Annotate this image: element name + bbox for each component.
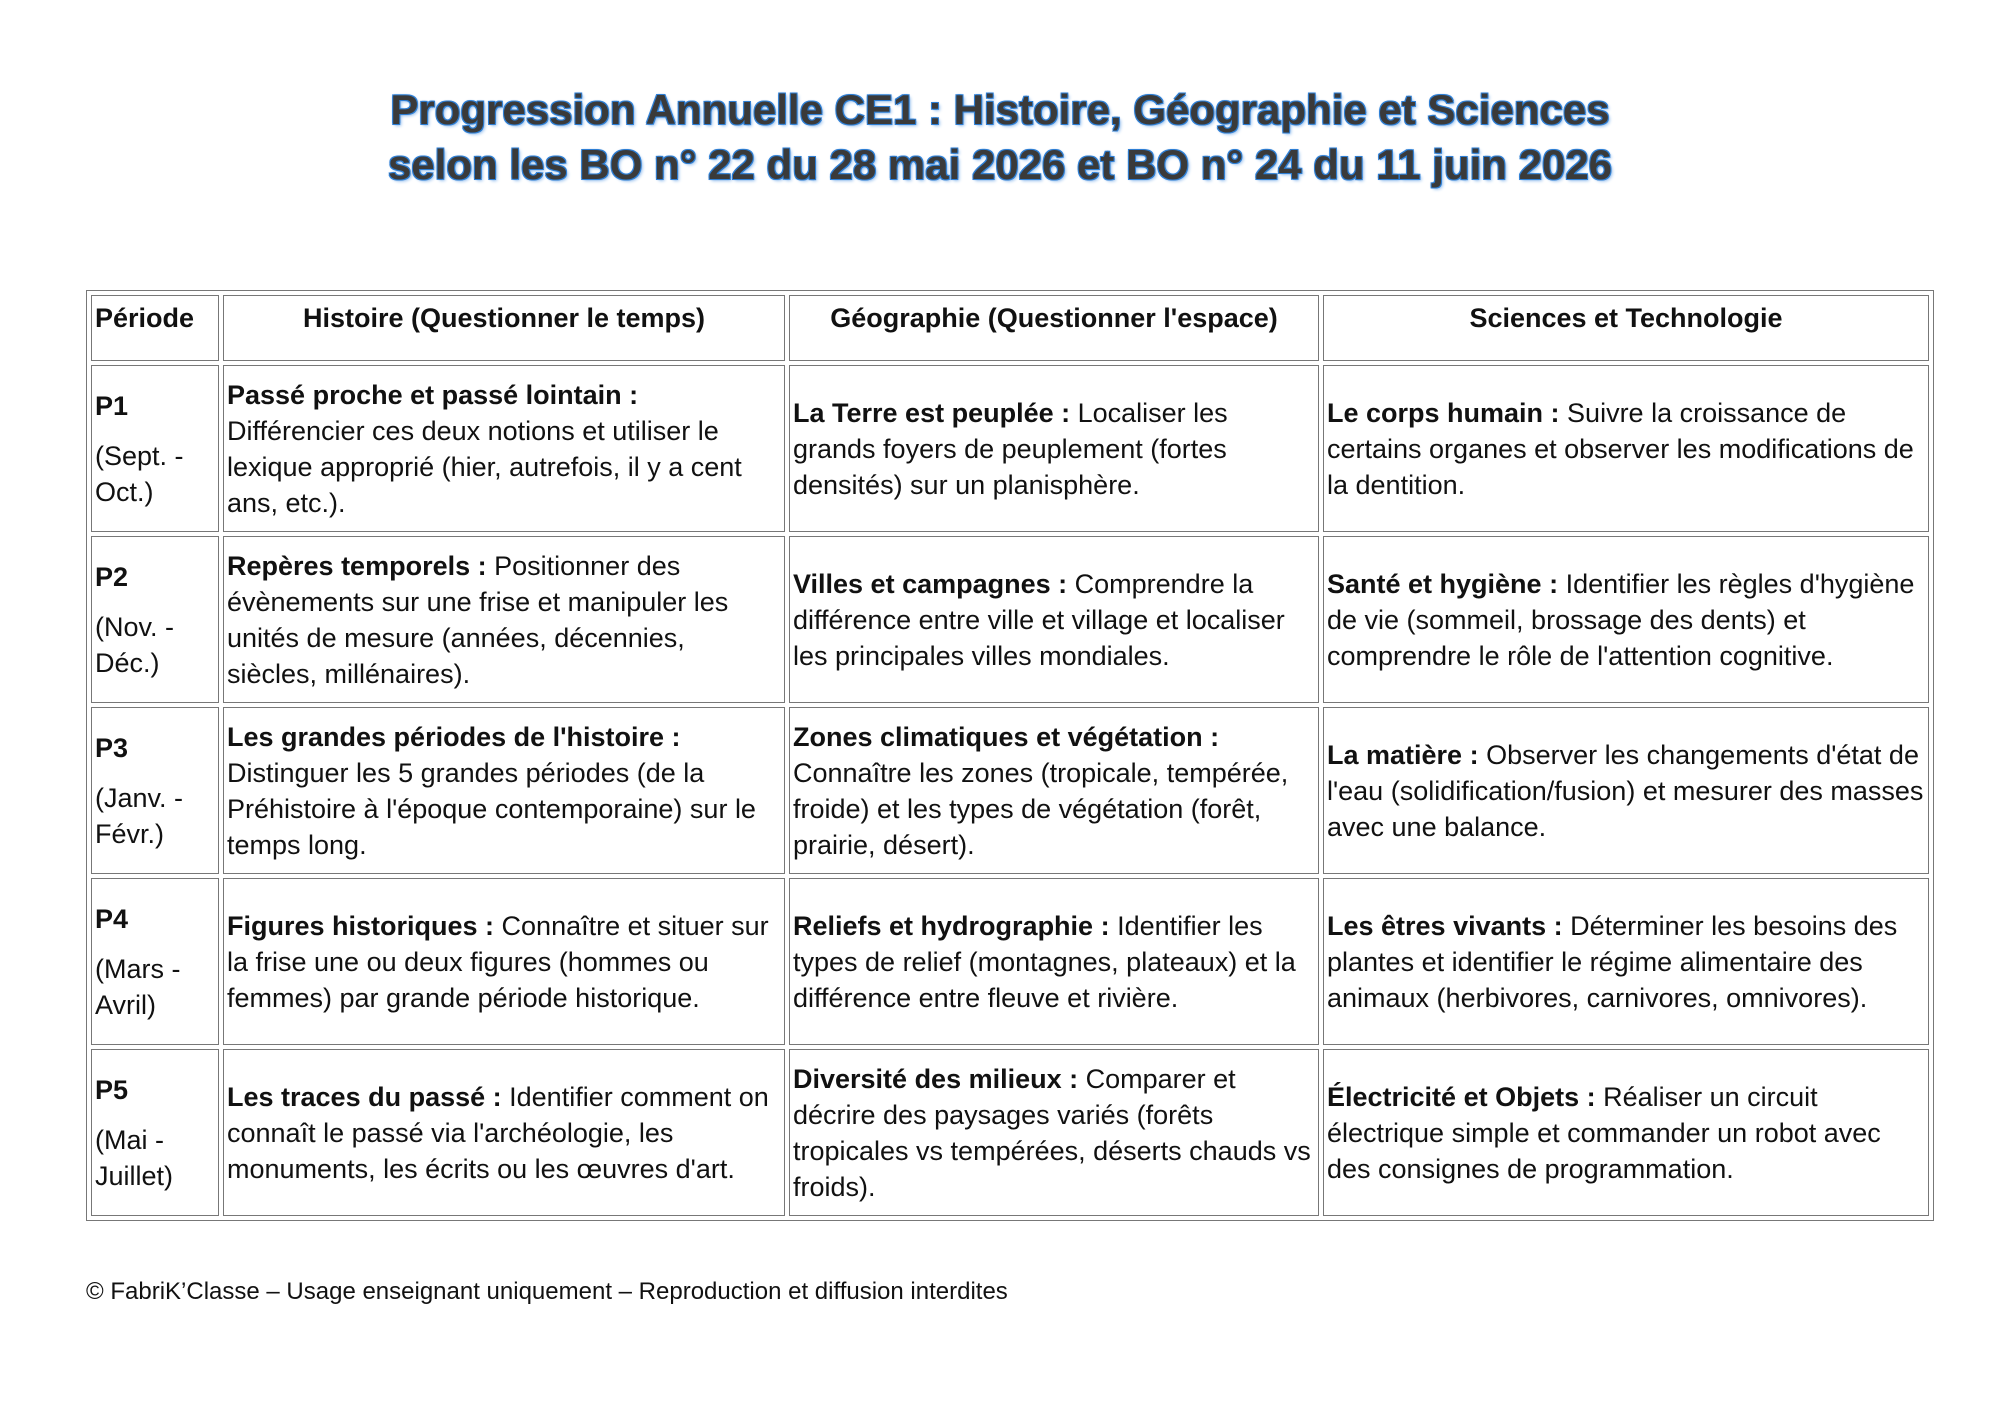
period-code: P3 [95,732,129,763]
page-title [0,82,2000,192]
cell-heading: Figures historiques : [227,910,502,941]
period-cell [91,1049,219,1216]
period-months: (Mars - Avril) [95,953,181,1020]
cell-text: Déterminer les besoins des plantes et identifier le régime alimentaire des animaux (herbivores, carnivores, omnivores). [1327,910,1898,1013]
cell-text: Réaliser un circuit électrique simple et commander un robot avec des consignes de programmation. [1327,1081,1881,1184]
geographie-cell [789,878,1319,1045]
sciences-cell [1323,365,1929,532]
cell-heading: Les grandes périodes de l'histoire : [227,721,681,752]
cell-text: Connaître et situer sur la frise une ou deux figures (hommes ou femmes) par grande période historique. [227,910,769,1013]
cell-text: Localiser les grands foyers de peuplement (fortes densités) sur un planisphère. [793,397,1228,500]
geographie-cell [789,536,1319,703]
cell-text: Positionner des évènements sur une frise et manipuler les unités de mesure (années, décennies, siècles, millénaires). [227,550,729,689]
table-row [91,707,1929,874]
cell-heading: Passé proche et passé lointain : [227,379,639,410]
cell-heading: Les traces du passé : [227,1081,510,1112]
geographie-cell [789,707,1319,874]
period-cell [91,365,219,532]
period-cell [91,707,219,874]
cell-heading: Reliefs et hydrographie : [793,910,1118,941]
histoire-cell [223,365,785,532]
header-histoire: Histoire (Questionner le temps) [223,295,785,361]
geographie-cell [789,365,1319,532]
cell-text: Différencier ces deux notions et utiliser le lexique approprié (hier, autrefois, il y a cent ans, etc.). [227,415,742,518]
cell-heading: Diversité des milieux : [793,1063,1086,1094]
table-row [91,536,1929,703]
histoire-cell [223,1049,785,1216]
period-cell [91,536,219,703]
sciences-cell [1323,1049,1929,1216]
cell-text: Connaître les zones (tropicale, tempérée, froide) et les types de végétation (forêt, prairie, désert). [793,757,1289,860]
cell-text: Distinguer les 5 grandes périodes (de la Préhistoire à l'époque contemporaine) sur le temps long. [227,757,756,860]
cell-text: Identifier les types de relief (montagnes, plateaux) et la différence entre fleuve et rivière. [793,910,1296,1013]
period-cell [91,878,219,1045]
cell-text: Comprendre la différence entre ville et village et localiser les principales villes mondiales. [793,568,1285,671]
histoire-cell [223,707,785,874]
cell-heading: Zones climatiques et végétation : [793,721,1220,752]
cell-text: Identifier comment on connaît le passé via l'archéologie, les monuments, les écrits ou les œuvres d'art. [227,1081,769,1184]
copyright-footer: © FabriK’Classe – Usage enseignant uniquement – Reproduction et diffusion interdites [86,1278,1008,1305]
geographie-cell [789,1049,1319,1216]
histoire-cell [223,536,785,703]
table-header-row [91,295,1929,361]
period-months: (Sept. - Oct.) [95,440,184,507]
period-code: P2 [95,561,129,592]
histoire-cell [223,878,785,1045]
cell-heading: Santé et hygiène : [1327,568,1566,599]
cell-heading: Repères temporels : [227,550,495,581]
period-code: P5 [95,1074,129,1105]
table-row [91,365,1929,532]
cell-heading: Électricité et Objets : [1327,1081,1604,1112]
cell-text: Suivre la croissance de certains organes et observer les modifications de la dentition. [1327,397,1914,500]
period-code: P4 [95,903,129,934]
cell-heading: Le corps humain : [1327,397,1568,428]
header-periode: Période [91,295,219,361]
sciences-cell [1323,878,1929,1045]
period-months: (Janv. - Févr.) [95,782,184,849]
cell-heading: Villes et campagnes : [793,568,1075,599]
table-row [91,878,1929,1045]
sciences-cell [1323,536,1929,703]
cell-text: Comparer et décrire des paysages variés (forêts tropicales vs tempérées, déserts chauds vs froids). [793,1063,1311,1202]
cell-heading: La matière : [1327,739,1487,770]
header-geographie: Géographie (Questionner l'espace) [789,295,1319,361]
table-row [91,1049,1929,1216]
title-line-2: selon les BO n° 22 du 28 mai 2026 et BO n° 24 du 11 juin 2026 [387,141,1613,188]
progression-table [86,290,1934,1221]
cell-text: Identifier les règles d'hygiène de vie (sommeil, brossage des dents) et comprendre le rôle de l'attention cognitive. [1327,568,1915,671]
period-months: (Nov. - Déc.) [95,611,174,678]
title-line-1: Progression Annuelle CE1 : Histoire, Géographie et Sciences [390,86,1610,133]
cell-text: Observer les changements d'état de l'eau (solidification/fusion) et mesurer des masses avec une balance. [1327,739,1924,842]
period-months: (Mai - Juillet) [95,1124,174,1191]
sciences-cell [1323,707,1929,874]
header-sciences: Sciences et Technologie [1323,295,1929,361]
cell-heading: La Terre est peuplée : [793,397,1078,428]
period-code: P1 [95,390,129,421]
cell-heading: Les êtres vivants : [1327,910,1571,941]
